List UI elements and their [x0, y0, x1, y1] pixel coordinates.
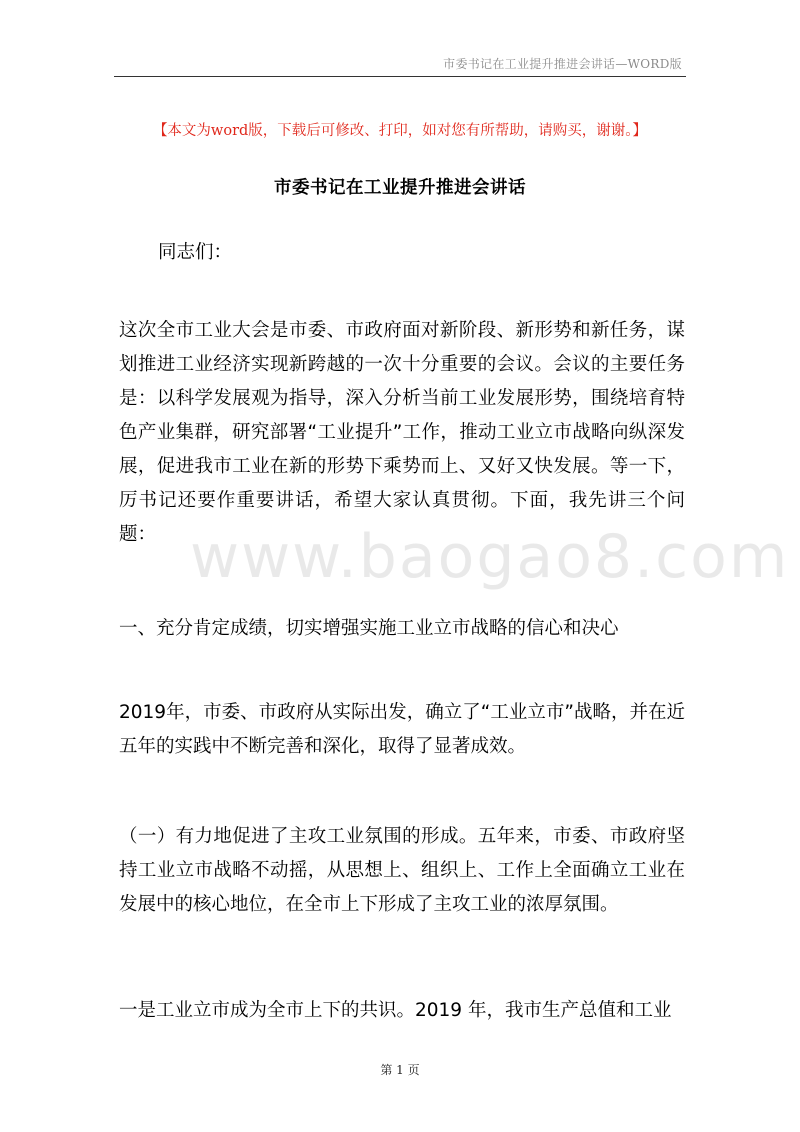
purchase-notice: 【本文为word版，下载后可修改、打印，如对您有所帮助，请购买，谢谢。】: [152, 123, 648, 139]
paragraph-subsection-1: （一）有力地促进了主攻工业氛围的形成。五年来，市委、市政府坚持工业立市战略不动摇，从思想上、组织上、工作上全面确立工业在发展中的核心地位，在全市上下形成了主攻工业的浓厚氛围。: [119, 826, 685, 915]
page-number: 第 1 页: [380, 1063, 420, 1077]
section-heading: 一、充分肯定成绩，切实增强实施工业立市战略的信心和决心: [119, 618, 619, 639]
document-title: 市委书记在工业提升推进会讲话: [274, 178, 526, 198]
paragraph-strategy: 2019年，市委、市政府从实际出发，确立了“工业立市”战略，并在近五年的实践中不断完善和深化，取得了显著成效。: [119, 702, 685, 757]
paragraph-point-1: 一是工业立市成为全市上下的共识。2019 年，我市生产总值和工业: [119, 1000, 672, 1021]
running-header: 市委书记在工业提升推进会讲话—WORD版: [443, 57, 682, 71]
watermark: www.baogao8.com: [190, 522, 790, 592]
paragraph-intro: 这次全市工业大会是市委、市政府面对新阶段、新形势和新任务，谋划推进工业经济实现新跨越的一次十分重要的会议。会议的主要任务是：以科学发展观为指导，深入分析当前工业发展形势，围绕培育特色产业集群，研究部署“工业提升”工作，推动工业立市战略向纵深发展，促进我市工业在新的形势下乘势而上、又好又快发展。等一下，厉书记还要作重要讲话，希望大家认真贯彻。下面，我先讲三个问题：: [119, 320, 685, 545]
greeting: 同志们：: [158, 242, 233, 263]
header-divider: [114, 76, 686, 77]
